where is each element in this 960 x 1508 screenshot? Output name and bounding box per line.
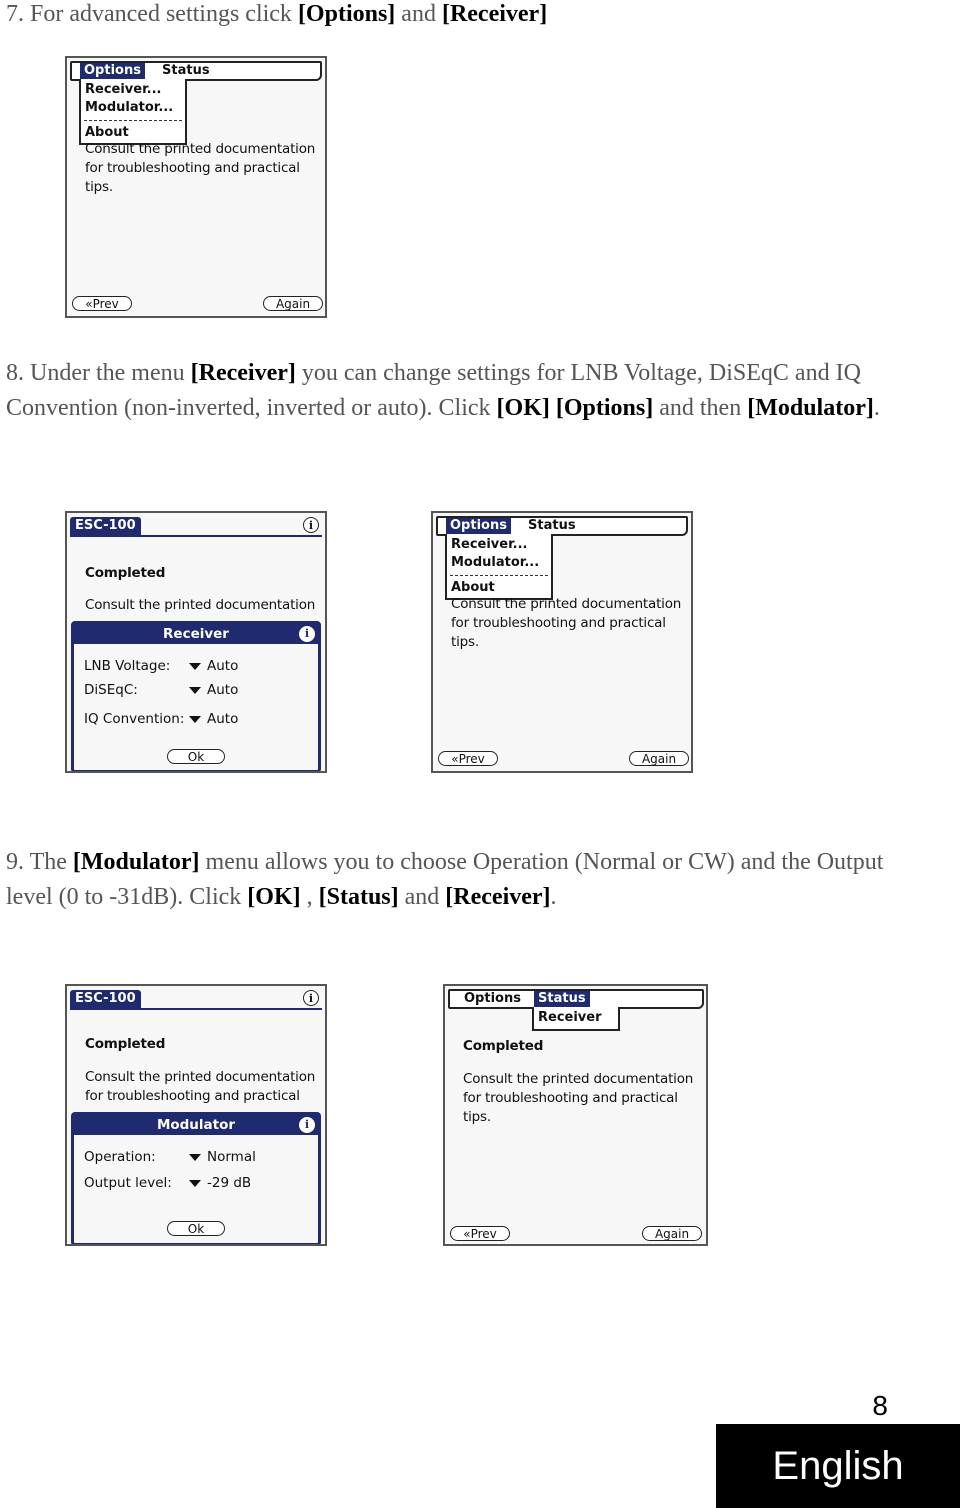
doc-line-3: tips. xyxy=(451,634,479,650)
title-underline xyxy=(70,1008,322,1010)
step-9-status: [Status] xyxy=(318,884,399,910)
menu-item-about[interactable]: About xyxy=(85,125,129,140)
modulator-dialog xyxy=(71,1112,321,1246)
ok-button[interactable]: Ok xyxy=(167,749,225,764)
receiver-dialog xyxy=(71,621,321,773)
menu-options[interactable]: Options xyxy=(464,991,521,1006)
step-8-modulator: [Modulator] xyxy=(747,395,874,421)
menu-separator xyxy=(84,120,182,121)
step-9-t5: . xyxy=(550,884,557,910)
dropdown-arrow-icon xyxy=(189,716,201,723)
output-level-select[interactable] xyxy=(189,1175,251,1191)
dropdown-arrow-icon xyxy=(189,663,201,670)
iq-convention-select[interactable] xyxy=(189,711,238,727)
page-number: 8 xyxy=(872,1390,888,1421)
menu-item-about[interactable]: About xyxy=(451,580,495,595)
menu-item-receiver[interactable]: Receiver xyxy=(538,1010,602,1025)
palm-status-screen xyxy=(443,984,708,1246)
doc-line-2: for troubleshooting and practical xyxy=(85,160,300,176)
language-label: English xyxy=(716,1424,960,1508)
palm-options-screen-2 xyxy=(431,511,693,773)
palm-modulator-screen xyxy=(65,984,327,1246)
iq-convention-label: IQ Convention: xyxy=(84,711,185,727)
dialog-title: Modulator xyxy=(74,1115,318,1135)
operation-value: Normal xyxy=(207,1149,256,1165)
doc-line-3: tips. xyxy=(463,1109,491,1125)
menu-item-receiver[interactable]: Receiver... xyxy=(451,537,528,552)
status-completed: Completed xyxy=(85,565,166,581)
step-9-receiver: [Receiver] xyxy=(445,884,551,910)
doc-line-1: Consult the printed documentation xyxy=(85,141,316,157)
title-underline xyxy=(70,535,322,537)
output-level-label: Output level: xyxy=(84,1175,172,1191)
doc-line-2: for troubleshooting and practical xyxy=(451,615,666,631)
step-8-t4: and then xyxy=(653,395,748,421)
doc-line-2: for troubleshooting and practical xyxy=(463,1090,678,1106)
again-button[interactable]: Again xyxy=(629,751,689,766)
palm-options-screen-1 xyxy=(65,56,327,318)
doc-line-1: Consult the printed documentation xyxy=(85,1069,316,1085)
diseqc-select[interactable] xyxy=(189,682,238,698)
info-icon[interactable]: i xyxy=(303,517,319,533)
lnb-voltage-value: Auto xyxy=(207,658,239,674)
dropdown-arrow-icon xyxy=(189,1180,201,1187)
app-title: ESC-100 xyxy=(70,517,141,535)
step-8-t1: 8. Under the menu xyxy=(6,360,191,386)
step-8-t2: you can change settings for LNB Voltage, DiSEqC and IQ Convention (non-inverted, inverted or auto). Click xyxy=(6,360,861,421)
doc-line-1: Consult the printed documentation xyxy=(463,1071,694,1087)
options-dropdown xyxy=(79,79,187,145)
step-9-t4: and xyxy=(398,884,446,910)
menu-bar xyxy=(70,61,322,81)
prev-button[interactable]: «Prev xyxy=(438,751,498,766)
dialog-info-icon[interactable]: i xyxy=(299,1117,315,1133)
diseqc-value: Auto xyxy=(207,682,239,698)
step-9-modulator: [Modulator] xyxy=(72,849,200,875)
menu-options[interactable]: Options xyxy=(446,518,511,534)
doc-line-2: for troubleshooting and practical xyxy=(85,1088,300,1104)
step-7-receiver: [Receiver] xyxy=(441,1,548,27)
lnb-voltage-label: LNB Voltage: xyxy=(84,658,171,674)
again-button[interactable]: Again xyxy=(642,1226,702,1241)
again-button[interactable]: Again xyxy=(263,296,323,311)
menu-bar xyxy=(448,989,704,1009)
step-8-ok: [OK] xyxy=(496,395,550,421)
menu-item-modulator[interactable]: Modulator... xyxy=(85,100,174,115)
menu-separator xyxy=(450,575,548,576)
palm-receiver-screen xyxy=(65,511,327,773)
dialog-title: Receiver xyxy=(74,624,318,644)
dropdown-arrow-icon xyxy=(189,1154,201,1161)
prev-button[interactable]: «Prev xyxy=(450,1226,510,1241)
iq-convention-value: Auto xyxy=(207,711,239,727)
status-completed: Completed xyxy=(85,1036,166,1052)
menu-item-receiver[interactable]: Receiver... xyxy=(85,82,162,97)
step-9-text xyxy=(6,845,936,915)
menu-status[interactable]: Status xyxy=(534,991,590,1007)
app-title: ESC-100 xyxy=(70,990,141,1008)
info-icon[interactable]: i xyxy=(303,990,319,1006)
status-completed: Completed xyxy=(463,1038,544,1054)
step-8-options: [Options] xyxy=(555,395,654,421)
doc-line-3: tips. xyxy=(85,179,113,195)
doc-line-1: Consult the printed documentation xyxy=(451,596,682,612)
menu-status[interactable]: Status xyxy=(162,63,210,78)
doc-line-1: Consult the printed documentation xyxy=(85,597,316,613)
step-7-prefix: 7. For advanced settings click xyxy=(6,1,298,27)
operation-select[interactable] xyxy=(189,1149,256,1165)
step-9-t3: , xyxy=(300,884,319,910)
output-level-value: -29 dB xyxy=(207,1175,252,1191)
step-8-t5: . xyxy=(873,395,880,421)
ok-button[interactable]: Ok xyxy=(167,1221,225,1236)
step-9-t2: menu allows you to choose Operation (Normal or CW) and the Output level (0 to -31dB). Click xyxy=(6,849,884,910)
step-9-t1: 9. The xyxy=(6,849,73,875)
diseqc-label: DiSEqC: xyxy=(84,682,138,698)
status-dropdown xyxy=(532,1007,620,1031)
step-9-ok: [OK] xyxy=(247,884,301,910)
options-dropdown xyxy=(445,534,553,600)
menu-options[interactable]: Options xyxy=(80,63,145,79)
menu-bar xyxy=(436,516,688,536)
step-7-mid: and xyxy=(395,1,442,27)
step-8-receiver: [Receiver] xyxy=(190,360,296,386)
menu-status[interactable]: Status xyxy=(528,518,576,533)
prev-button[interactable]: «Prev xyxy=(72,296,132,311)
step-8-text xyxy=(6,356,936,426)
dropdown-arrow-icon xyxy=(189,687,201,694)
dialog-info-icon[interactable]: i xyxy=(299,626,315,642)
step-7-options: [Options] xyxy=(297,1,396,27)
menu-item-modulator[interactable]: Modulator... xyxy=(451,555,540,570)
lnb-voltage-select[interactable] xyxy=(189,658,238,674)
operation-label: Operation: xyxy=(84,1149,156,1165)
step-7-text xyxy=(6,0,946,32)
